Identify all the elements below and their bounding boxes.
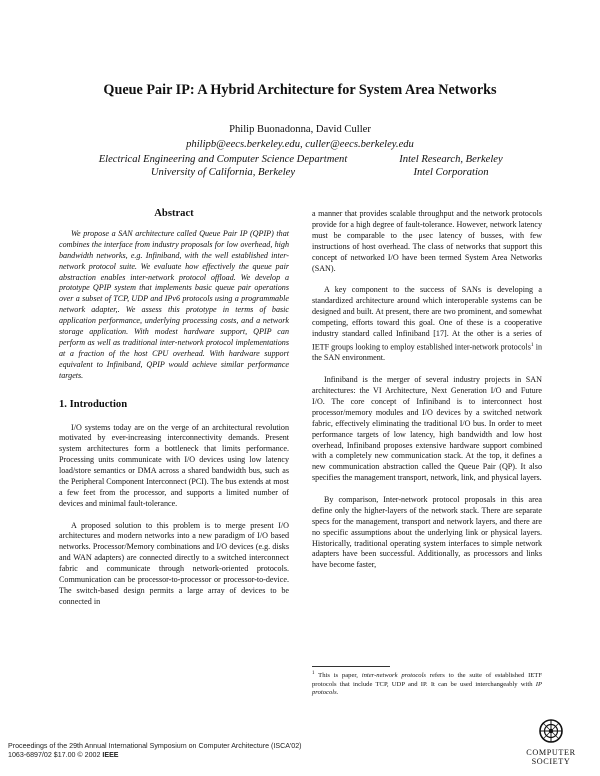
footnote-ref: 1 [530, 341, 534, 348]
affiliation-ucb-dept: Electrical Engineering and Computer Science Department [98, 154, 348, 165]
intro-paragraph-2: A proposed solution to this problem is to merge present I/O architectures and modern networks into a new paradigm of I/O based networks. Processor/Memory combinations and I/O devices (e.g. disks and WAN adapters) are connected directly to a switched interconnect fabric and communicate through network-oriented protocols. Communication can be processor-to-processor or processor-to-device. The switch-based design permits a large array of devices to be connected in [59, 520, 289, 606]
logo-emblem-icon [516, 718, 586, 748]
abstract-heading: Abstract [154, 208, 194, 219]
affiliation-intel-org: Intel Corporation [413, 167, 489, 178]
right-paragraph-3: By comparison, Inter-network protocol proposals in this area define only the higher-layers of the network stack. There are separate specs for the management, transport and network layers, and there are no specific assumptions about the underlying link or physical layers. Historically, traditional operating system interfaces to simple network adapters have been successful. Additionally, as processors and links have become faster, [312, 494, 542, 570]
right-paragraph-1 [312, 285, 542, 364]
footnote [312, 670, 542, 698]
affiliation-ucb-org: University of California, Berkeley [150, 167, 296, 178]
footnote-term-1: inter-network protocols [361, 672, 426, 680]
right-column [312, 209, 542, 571]
affiliation-intel [368, 154, 534, 178]
footer-ieee: IEEE [102, 751, 119, 759]
paper-title: Queue Pair IP: A Hybrid Architecture for System Area Networks [103, 82, 497, 98]
right-paragraph-0: a manner that provides scalable throughput and the network protocols provide for a high degree of fault-tolerance. However, network latency must be comparable to the μsec latency of busses, with few instructions of host overhead. The class of networks that support this concept of networked I/O have been termed System Area Networks (SAN). [312, 209, 542, 273]
proceedings-footer [8, 742, 488, 760]
right-paragraph-1-text: A key component to the success of SANs is developing a standardized architecture around which interoperable systems can be designed and built. At present, there are two prominent, and somewhat competing, efforts toward this goal. One of these is a cooperative industry standard called Infiniband [17]. At the other is a series of IETF groups looking to employ established inter-network protocols [312, 285, 542, 352]
footnote-text-b: refers to the suite of established IETF protocols that include TCP, UDP and IP. It can be used interchangeably with [312, 672, 542, 688]
footer-line-1: Proceedings of the 29th Annual International Symposium on Computer Architecture (ISCA'02) [8, 742, 302, 750]
footer-issn: 1063-6897/02 $17.00 © 2002 [8, 751, 103, 759]
logo-line-2: SOCIETY [531, 757, 571, 766]
footer-line-2 [8, 751, 488, 760]
right-paragraph-1-end: in the SAN environment. [312, 342, 542, 363]
introduction-heading: 1. Introduction [59, 398, 128, 410]
footnote-rule [312, 666, 390, 667]
footnote-text-c: . [336, 689, 339, 697]
affiliation-intel-dept: Intel Research, Berkeley [399, 154, 503, 165]
footnote-term-2: IP protocols [312, 680, 542, 697]
footnote-text-a: This is paper, [314, 672, 362, 680]
affiliation-ucb [78, 154, 368, 178]
logo-line-1: COMPUTER [526, 748, 576, 757]
author-emails: philipb@eecs.berkeley.edu, culler@eecs.berkeley.edu [186, 139, 414, 150]
right-paragraph-2: Infiniband is the merger of several industry projects in SAN architectures: the VI Architecture, Next Generation I/O and Future I/O. The core concept of Infiniband is to interconnect host processor/memory modules and I/O devices by a switched network fabric, effectively eliminating the traditional I/O bus. In order to meet performance targets of low latency, high bandwidth and low host overhead, Infiniband proposes extensive hardware support combined with a completely new communication stack. At the top, it defines a new communication abstraction called the Queue Pair (QP). It also specifies the management transport, network, link, and physical layers. [312, 375, 542, 483]
left-column [59, 209, 289, 608]
footnote-mark: 1 [312, 671, 315, 676]
intro-paragraph-1: I/O systems today are on the verge of an architectural revolution motivated by ever-increasing interconnectivity demands. Present system architectures form a bottleneck that limits performance. Processing units communicate with I/O devices using low latency load/store semantics or DMA across a shared bandwidth bus, such as the Peripheral Component Interconnect (PCI). The bus extends at most a few feet from the processor, and supports a limited number of devices and minimal fault-tolerance. [59, 422, 289, 508]
authors: Philip Buonadonna, David Culler [229, 124, 371, 135]
computer-society-logo [516, 718, 586, 766]
abstract-text: We propose a SAN architecture called Queue Pair IP (QPIP) that combines the interface from industry proposals for low overhead, high bandwidth networks, e.g. Infiniband, with the well established inter-network protocol suite. We evaluate how effectively the queue pair abstraction enables inter-network protocol offload. We develop a prototype QPIP system that implements basic queue pair operations over a subset of TCP, UDP and IPv6 protocols using a programmable network adapter,. We assess this prototype in terms of basic application performance, underlying processing costs, and a network storage application. With modest hardware support, QPIP can perform as well as traditional inter-network protocol implementations at a fraction of the host CPU overhead. With hardware support equivalent to Infiniband, QPIP would achieve similar performance targets. [59, 228, 289, 380]
